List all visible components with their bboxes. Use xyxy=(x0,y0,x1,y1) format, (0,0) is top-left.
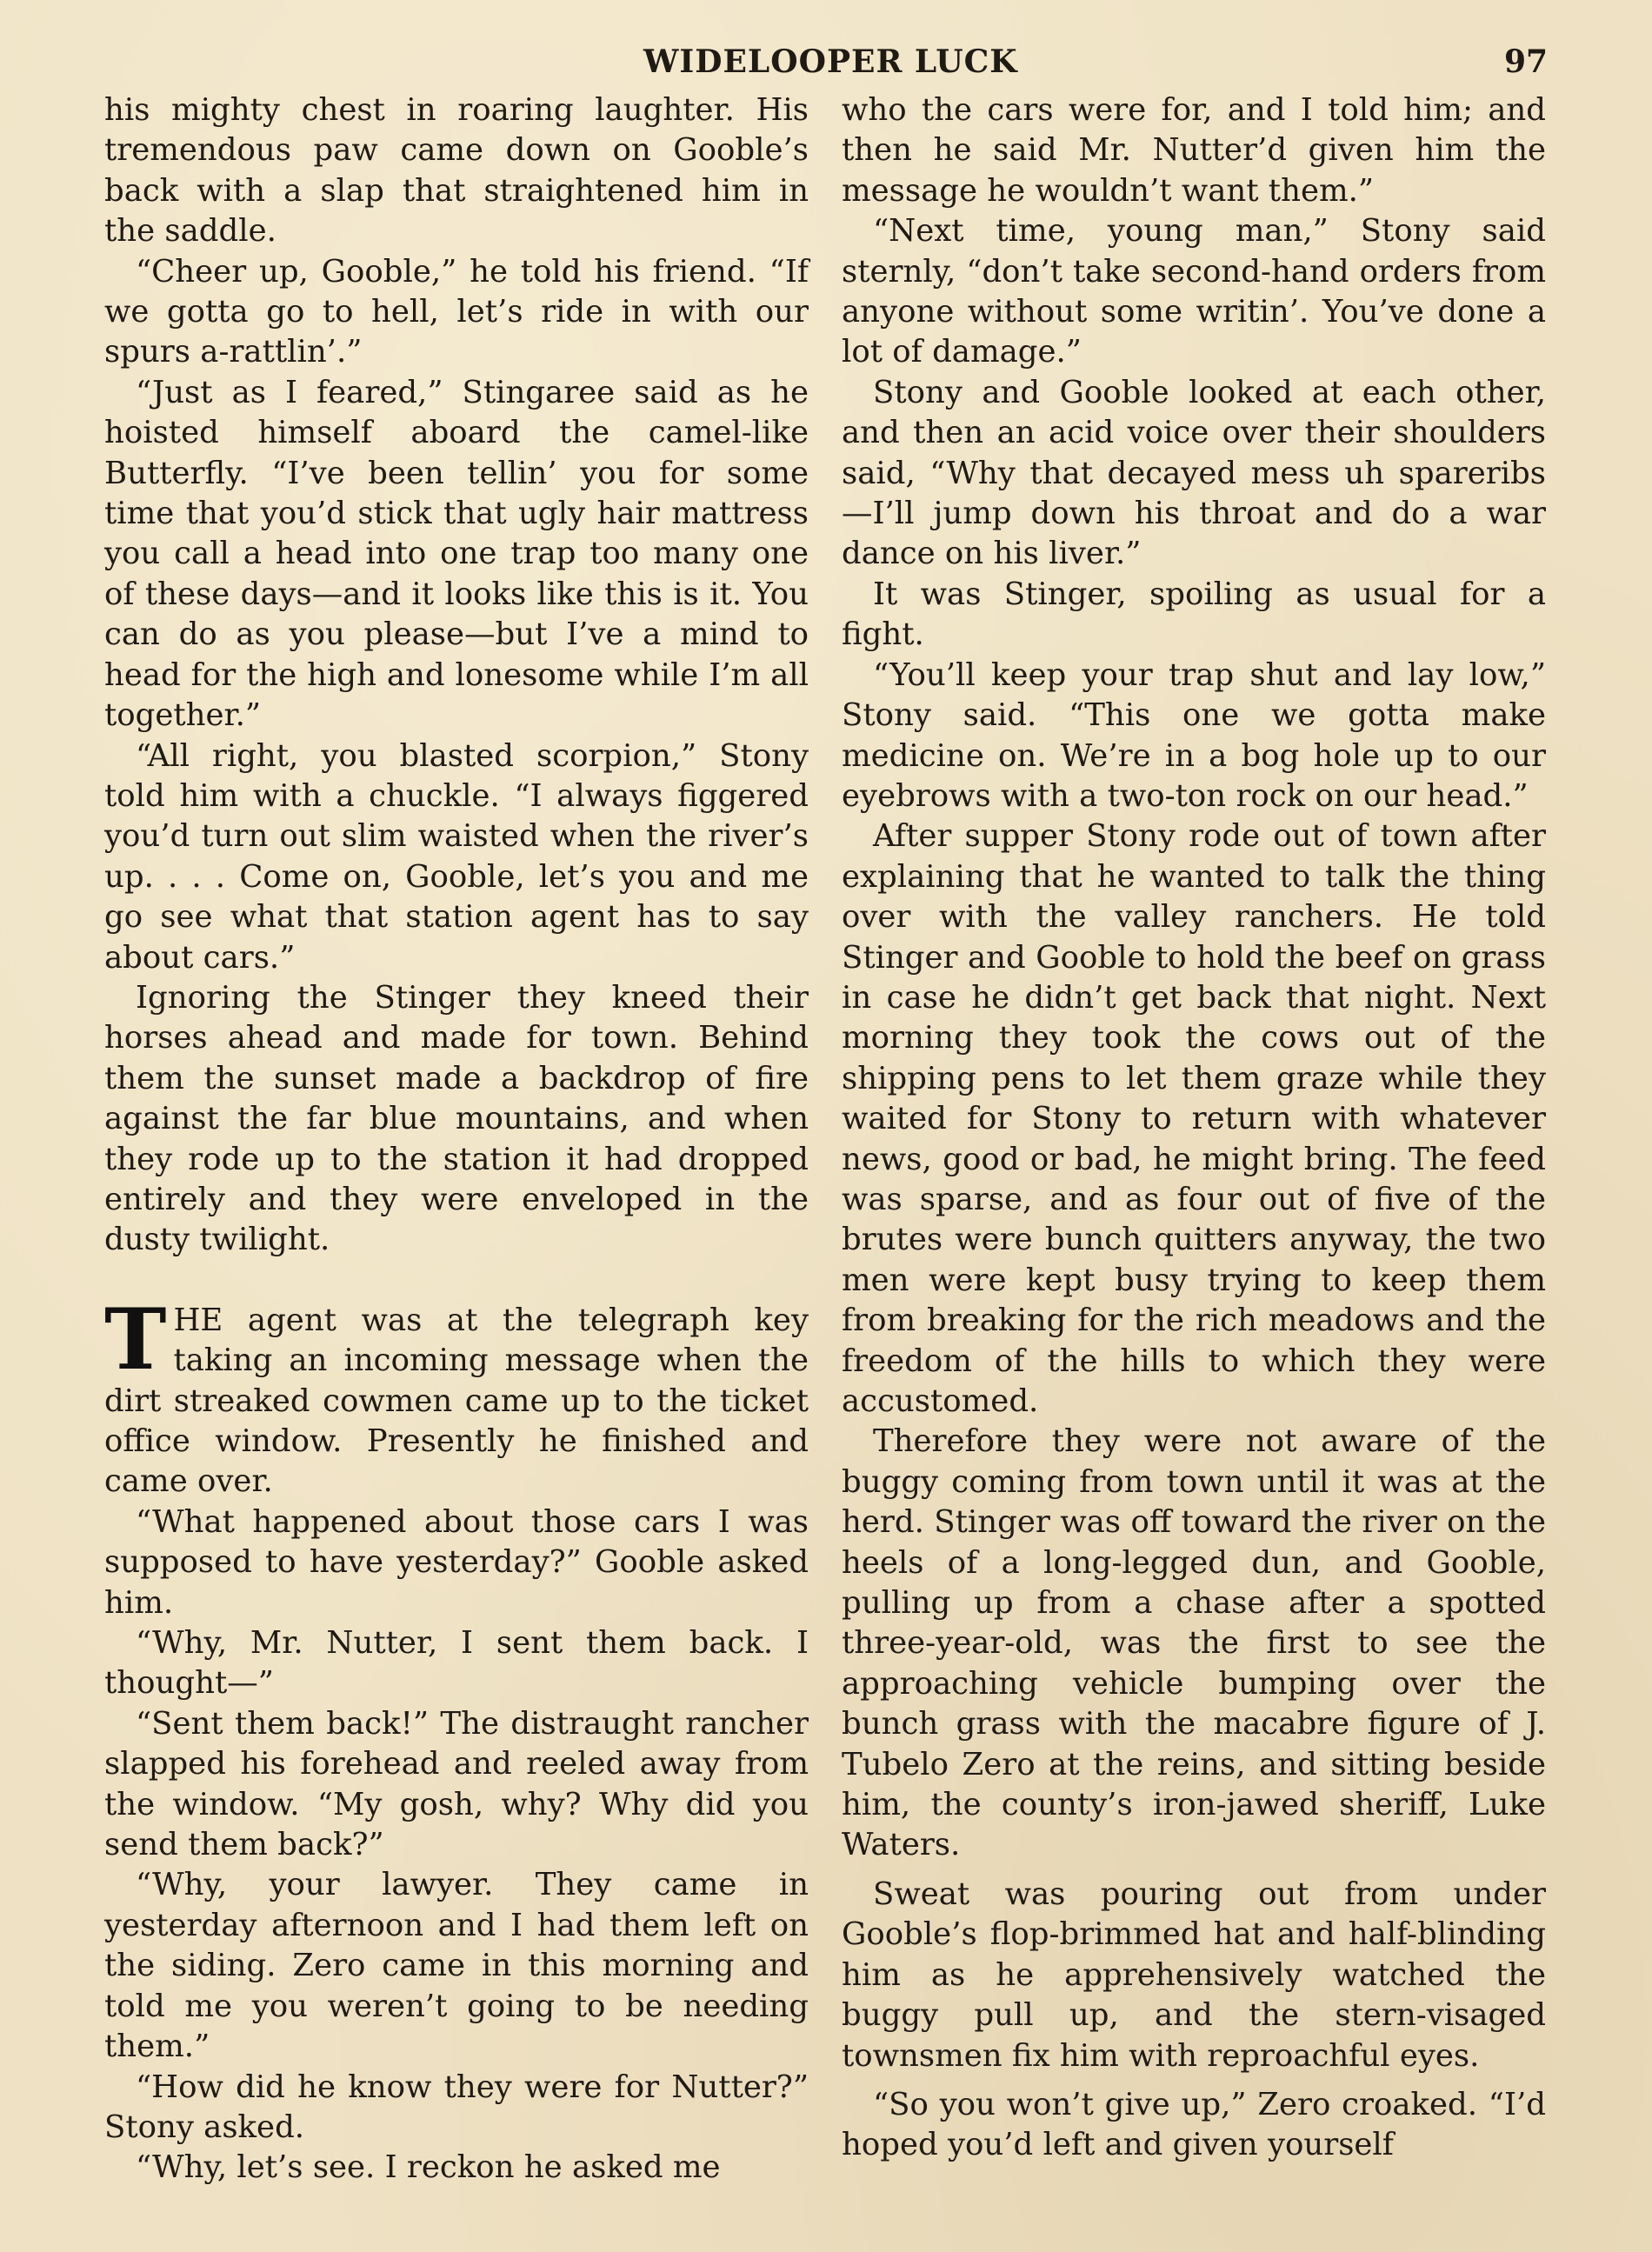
paragraph: “You’ll keep your trap shut and lay low,” Stony said. “This one we gotta make medicine on. We’re in a bog hole up to our eyebrows with a two-ton rock on our head.” xyxy=(842,656,1546,814)
paragraph-text: HE agent was at the telegraph key taking an incoming message when the dirt streaked cowmen came up to the ticket office window. Presently he finished and came over. xyxy=(104,1302,809,1500)
right-column xyxy=(842,90,1546,2166)
paragraph: “Just as I feared,” Stingaree said as he hoisted himself aboard the camel-like Butterfly. “I’ve been tellin’ you for some time that you’d stick that ugly hair mattress you call a head into one trap too many one of these days—and it looks like this is it. You can do as you please—but I’ve a mind to head for the high and lonesome while I’m all together.” xyxy=(104,374,809,734)
drop-cap: T xyxy=(104,1289,167,1389)
paragraph: “All right, you blasted scorpion,” Stony told him with a chuckle. “I always figgered you’d turn out slim waisted when the river’s up. . . . Come on, Gooble, let’s you and me go see what that station agent has to say about cars.” xyxy=(104,737,809,976)
page-number: 97 xyxy=(1504,43,1549,80)
paragraph: “Cheer up, Gooble,” he told his friend. “If we gotta go to hell, let’s ride in with our spurs a-rattlin’.” xyxy=(104,253,809,370)
paragraph: “Why, your lawyer. They came in yesterday afternoon and I had them left on the siding. Zero came in this morning and told me you weren’t going to be needing them.” xyxy=(104,1867,809,2065)
paragraph: “Why, let’s see. I reckon he asked me xyxy=(136,2149,721,2186)
running-title: WIDELOOPER LUCK xyxy=(643,43,1018,80)
paragraph: After supper Stony rode out of town after explaining that he wanted to talk the thing over with the valley ranchers. He told Stinger and Gooble to hold the beef on grass in case he didn’t get back that night. Next morning they took the cows out of the shipping pens to let them graze while they waited for Stony to return with whatever news, good or bad, he might bring. The feed was sparse, and as four out of five of the brutes were bunch quitters anyway, the two men were kept busy trying to keep them from breaking for the rich meadows and the freedom of the hills to which they were accustomed. xyxy=(842,818,1546,1419)
running-header xyxy=(0,43,1652,92)
paragraph: It was Stinger, spoiling as usual for a fight. xyxy=(842,576,1546,653)
left-column xyxy=(104,90,809,2189)
paragraph: who the cars were for, and I told him; and then he said Mr. Nutter’d given him the message he wouldn’t want them.” xyxy=(842,92,1546,209)
paragraph: “How did he know they were for Nutter?” Stony asked. xyxy=(104,2069,809,2145)
paragraph: his mighty chest in roaring laughter. His tremendous paw came down on Gooble’s back with a slap that straightened him in the saddle. xyxy=(104,92,809,250)
paragraph: Stony and Gooble looked at each other, and then an acid voice over their shoulders said, “Why that decayed mess uh spareribs—I’ll jump down his throat and do a war dance on his liver.” xyxy=(842,374,1546,572)
paragraph: “Sent them back!” The distraught rancher slapped his forehead and reeled away from the window. “My gosh, why? Why did you send them back?” xyxy=(104,1705,809,1863)
paragraph: Ignoring the Stinger they kneed their horses ahead and made for town. Behind them the sunset made a backdrop of fire against the far blue mountains, and when they rode up to the station it had dropped entirely and they were enveloped in the dusty twilight. xyxy=(104,979,809,1258)
paragraph: Therefore they were not aware of the buggy coming from town until it was at the herd. Stinger was off toward the river on the heels of a long-legged dun, and Gooble, pulling up from a chase after a spotted three-year-old, was the first to see the approaching vehicle bumping over the bunch grass with the macabre figure of J. Tubelo Zero at the reins, and sitting beside him, the county’s iron-jawed sheriff, Luke Waters. xyxy=(842,1423,1546,1863)
paragraph: “Why, Mr. Nutter, I sent them back. I thought—” xyxy=(104,1625,809,1702)
paragraph: Sweat was pouring out from under Gooble’s flop-brimmed hat and half-blinding him as he apprehensively watched the buggy pull up, and the stern-visaged townsmen fix him with reproachful eyes. xyxy=(842,1876,1546,2074)
section-opening-paragraph xyxy=(104,1289,809,1502)
paragraph: “Next time, young man,” Stony said sternly, “don’t take second-hand orders from anyone without some writin’. You’ve done a lot of damage.” xyxy=(842,213,1546,370)
paragraph: “So you won’t give up,” Zero croaked. “I’d hoped you’d left and given yourself xyxy=(842,2086,1546,2163)
paragraph: “What happened about those cars I was supposed to have yesterday?” Gooble asked him. xyxy=(104,1503,809,1621)
